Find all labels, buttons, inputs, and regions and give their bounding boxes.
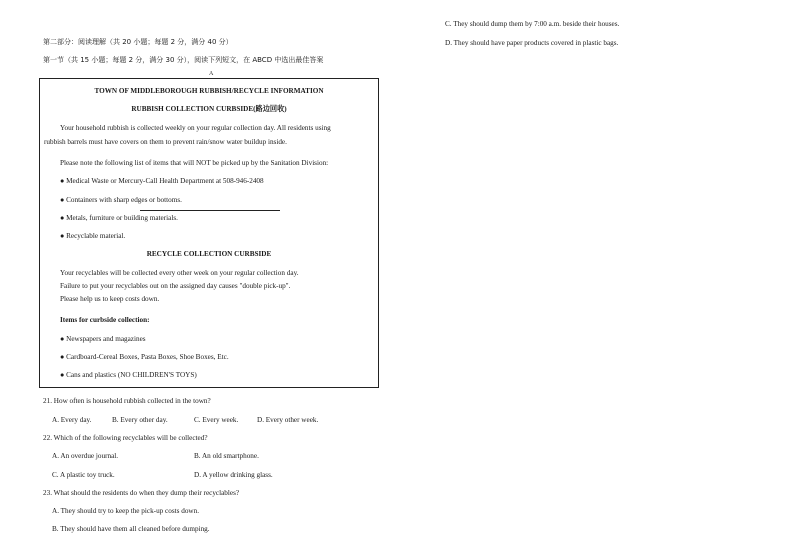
q22-stem: 22. Which of the following recyclables will be collected? [43,434,208,442]
q21-stem: 21. How often is household rubbish collected in the town? [43,397,211,405]
q23-stem: 23. What should the residents do when they dump their recyclables? [43,489,240,497]
q23-option-c: C. They should dump them by 7:00 a.m. beside their houses. [445,20,620,28]
recycle-line: Your recyclables will be collected every other week on your regular collection day. [60,269,299,277]
not-picked-item: ● Metals, furniture or building materials. [60,214,178,222]
recycle-line: Please help us to keep costs down. [60,295,160,303]
not-picked-item: ● Recyclable material. [60,232,126,240]
notice-para1-line1: Your household rubbish is collected weekly on your regular collection day. All residents using [60,124,331,132]
q23-option-b: B. They should have them all cleaned before dumping. [52,525,210,533]
q23-option-d: D. They should have paper products covered in plastic bags. [445,39,619,47]
notice-box [39,78,379,388]
notice-para1-line2: rubbish barrels must have covers on them to prevent rain/snow water buildup inside. [44,138,287,146]
notice-title: TOWN OF MIDDLEBOROUGH RUBBISH/RECYCLE INFORMATION [94,87,324,95]
q22-option-a: A. An overdue journal. [52,452,119,460]
not-picked-item: ● Containers with sharp edges or bottoms. [60,196,182,204]
q23-option-a: A. They should try to keep the pick-up costs down. [52,507,199,515]
part-title: 第二部分：阅读理解（共 20 小题；每题 2 分，满分 40 分） [43,38,233,46]
recycle-title: RECYCLE COLLECTION CURBSIDE [146,250,272,258]
q22-option-d: D. A yellow drinking glass. [194,471,273,479]
curbside-item: ● Newspapers and magazines [60,335,146,343]
section-title: 第一节（共 15 小题；每题 2 分，满分 30 分），阅读下列短文，在 ABCD 中选出最佳答案 [43,56,324,64]
q22-option-b: B. An old smartphone. [194,452,259,460]
not-picked-item: ● Medical Waste or Mercury-Call Health Department at 508-946-2408 [60,177,264,185]
divider-line [140,210,280,211]
recycle-line: Failure to put your recyclables out on the assigned day causes "double pick-up". [60,282,291,290]
not-picked-intro: Please note the following list of items that will NOT be picked up by the Sanitation Division: [60,159,329,167]
q21-option-b: B. Every other day. [112,416,168,424]
q21-option-c: C. Every week. [194,416,239,424]
notice-subtitle: RUBBISH COLLECTION CURBSIDE(路边回收) [131,105,287,113]
q21-option-d: D. Every other week. [257,416,319,424]
curbside-item: ● Cardboard-Cereal Boxes, Pasta Boxes, Shoe Boxes, Etc. [60,353,229,361]
q21-option-a: A. Every day. [52,416,92,424]
passage-letter: A [209,71,214,77]
curbside-item: ● Cans and plastics (NO CHILDREN'S TOYS) [60,371,197,379]
curbside-title: Items for curbside collection: [60,316,150,324]
q22-option-c: C. A plastic toy truck. [52,471,115,479]
